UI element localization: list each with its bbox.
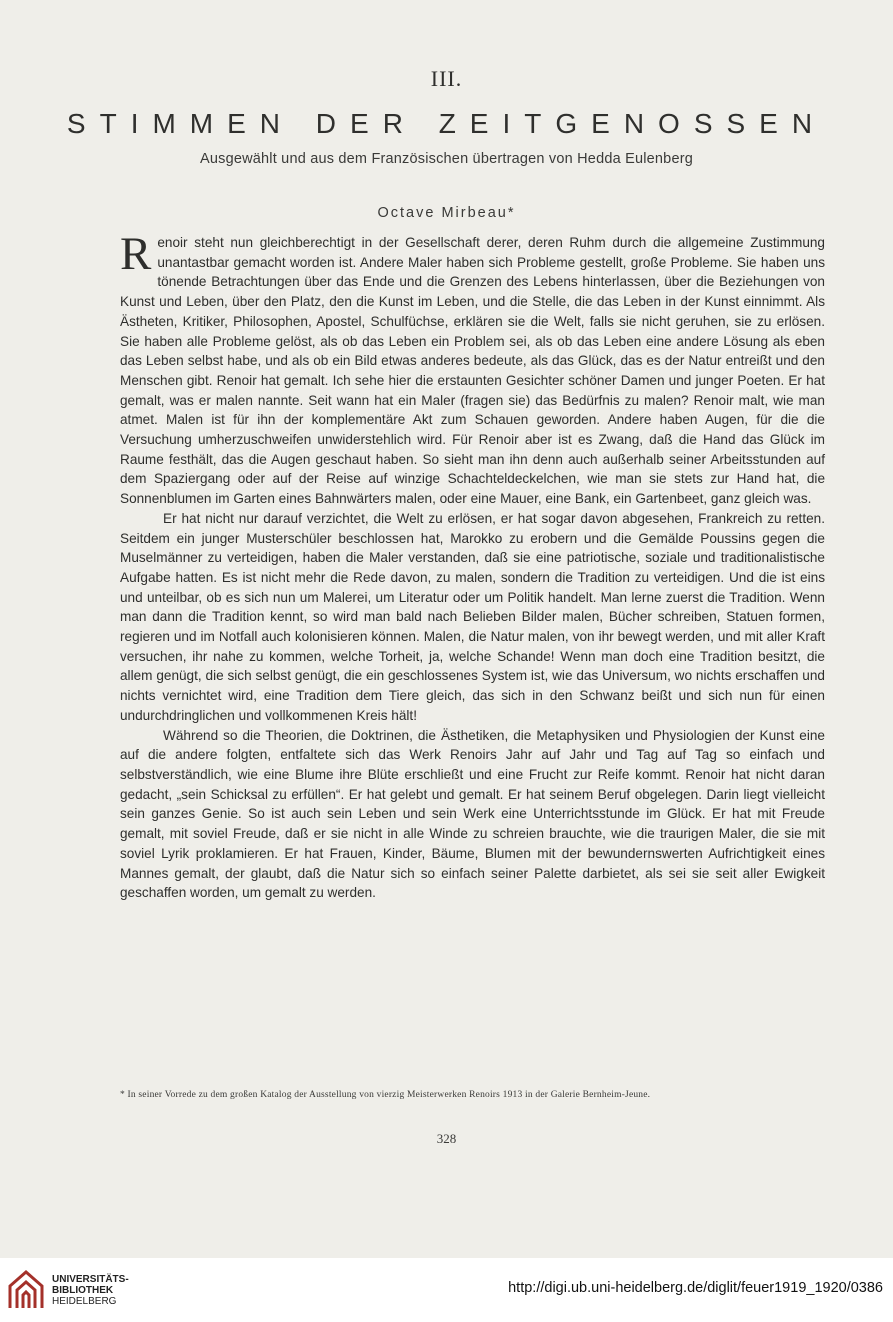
library-name[interactable] — [52, 1274, 129, 1307]
paragraph: Während so die Theorien, die Doktrinen, die Ästhetiken, die Metaphysiken und Physiologien der Kunst eine auf die andere folgten, entfaltete sich das Werk Renoirs Jahr auf Jahr und Tag auf Tag so einfach und selbstverständlich, wie eine Blume ihre Blüte erschließt und eine Frucht zur Reife kommt. Renoir hat nicht daran gedacht, „sein Schicksal zu erfüllen“. Er hat gelebt und gemalt. Er hat seinem Beruf obgelegen. Darin liegt vielleicht sein ganzes Genie. So ist auch sein Leben und sein Werk eine Unterrichtsstunde im Glück. Er hat mit Freude gemalt, mit soviel Freude, daß er sie nicht in alle Winde zu schreien brauchte, wie die traurigen Maler, die sie mit soviel Lyrik proklamieren. Er hat Frauen, Kinder, Bäume, Blumen mit der bewundernswerten Aufrichtigkeit eines Mannes gemalt, der glaubt, daß die Natur sich so einfach seiner Palette darbietet, als sei sie seit aller Ewigkeit geschaffen worden, um gemalt zu werden. — [120, 727, 825, 901]
body-text — [120, 228, 825, 903]
chapter-title: STIMMEN DER ZEITGENOSSEN — [66, 108, 827, 139]
paragraph: Er hat nicht nur darauf verzichtet, die Welt zu erlösen, er hat sogar davon abgesehen, Frankreich zu retten. Seitdem ein junger Musterschüler beschlossen hat, Marokko zu erobern und die Gemälde Poussins gegen die Muselmänner zu verteidigen, haben die Maler verstanden, daß sie eine patriotische, soziale und traditionalistische Aufgabe hatten. Es ist nicht mehr die Rede davon, zu malen, sondern die Tradition zu verteidigen. Und die ist eins und unteilbar, ob es sich nun um Malerei, um Literatur oder um Politik handelt. Man lerne zuerst die Tradition. Wenn man dann die Tradition kennt, so wird man bald nach Belieben Bilder malen, Bücher schreiben, Statuen formen, regieren und im Notfall auch kolonisieren können. Malen, die Natur malen, von ihr bewegt werden, und mit aller Kraft versuchen, ihr nahe zu kommen, welche Torheit, ja, welche Schande! Wenn man doch eine Tradition besitzt, die allem genügt, die sich selbst genügt, die ein geschlossenes System ist, wie das Universum, wo nichts erschaffen und nichts vernichtet wird, eine Tradition dem Tiere gleich, das sich in den Schwanz beißt und sich nun für einen undurchdringlichen und vollkommenen Kreis hält! — [120, 510, 825, 723]
drop-cap: R — [120, 228, 152, 280]
paragraph-text: enoir steht nun gleichberechtigt in der Gesellschaft derer, deren Ruhm durch die allgemeine Zustimmung unantastbar gemacht worden ist. Andere Maler haben sich Probleme gestellt, große Probleme. Sie haben uns tönende Betrachtungen über das Ende und die Grenzen des Lebens hinterlassen, über die Beziehungen von Kunst und Leben, über den Platz, den die Kunst im Leben, und die Stelle, die das Leben in der Kunst einnimmt. Als Ästheten, Kritiker, Philosophen, Apostel, Schulfüchse, erklären sie die Welt, falls sie nicht geruhen, sie zu erlösen. Sie haben alle Probleme gelöst, als ob das Leben ein Problem sei, als ob das Leben eine andere Lösung als eben das Leben selbst habe, und als ob ein Bild etwas anderes bedeute, als das Glück, das es der Natur entreißt und den Menschen gibt. Renoir hat gemalt. Ich sehe hier die erstaunten Gesichter schöner Damen und junger Poeten. Er hat gemalt, was er malen nannte. Seit wann hat ein Maler (fragen sie) das Bedürfnis zu malen? Renoir malt, wie man atmet. Malen ist für ihn der komplementäre Akt zum Schauen geworden. Andere haben Augen, für die die Versuchung umherzuschweifen unwiderstehlich wird. Für Renoir aber ist es Zwang, daß die Hand das Glück im Raume festhält, das die Augen geschaut haben. So sieht man ihn denn auch außerhalb seiner Arbeitsstunden auf dem Spaziergang oder auf der Reise auf winzige Schachteldeckelchen, wie man sie stets zur Hand hat, die Sonnenblumen im Garten eines Bahnwärters malen, oder eine Mauer, eine Bank, ein Gartenbeet, ganz gleich was. — [120, 235, 825, 507]
library-name-line: UNIVERSITÄTS- — [52, 1274, 129, 1285]
library-logo-icon[interactable] — [6, 1268, 46, 1312]
paragraph — [120, 228, 825, 509]
viewer-footer — [0, 1258, 893, 1322]
permalink-url[interactable]: http://digi.ub.uni-heidelberg.de/diglit/feuer1919_1920/0386 — [508, 1280, 883, 1296]
footnote: * In seiner Vorrede zu dem großen Katalog der Ausstellung von vierzig Meisterwerken Renoirs 1913 in der Galerie Bernheim-Jeune. — [120, 1090, 651, 1100]
author-heading: Octave Mirbeau* — [377, 205, 516, 221]
page-number: 328 — [436, 1131, 457, 1146]
library-name-line: HEIDELBERG — [52, 1296, 117, 1307]
library-name-line: BIBLIOTHEK — [52, 1285, 114, 1296]
chapter-number: III. — [430, 66, 463, 91]
chapter-subtitle: Ausgewählt und aus dem Französischen übertragen von Hedda Eulenberg — [199, 151, 693, 167]
